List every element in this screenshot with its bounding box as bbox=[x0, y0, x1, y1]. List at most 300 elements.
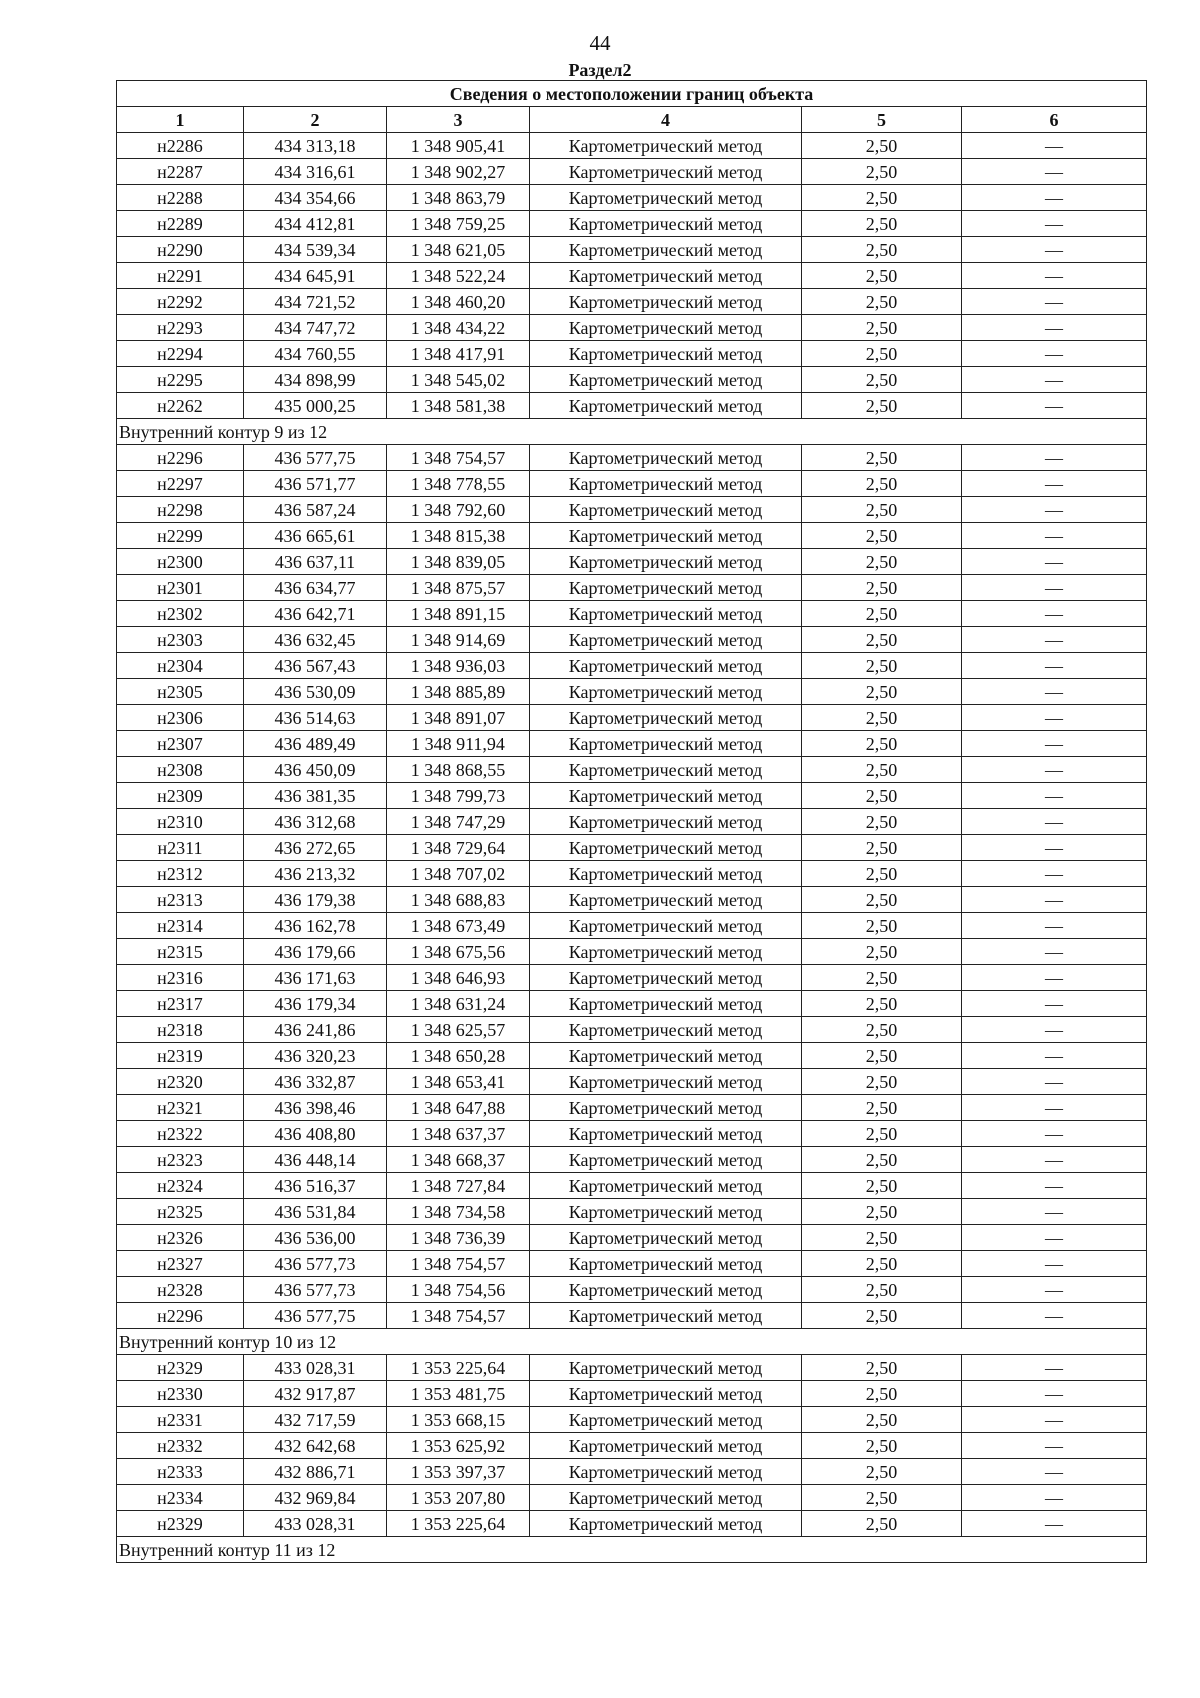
accuracy-value: 2,50 bbox=[802, 991, 962, 1017]
determination-method: Картометрический метод bbox=[530, 1459, 802, 1485]
accuracy-value: 2,50 bbox=[802, 731, 962, 757]
table-row bbox=[117, 1511, 1147, 1537]
point-number: н2308 bbox=[117, 757, 244, 783]
determination-method: Картометрический метод bbox=[530, 393, 802, 419]
note-cell: — bbox=[962, 289, 1147, 315]
table-row bbox=[117, 315, 1147, 341]
accuracy-value: 2,50 bbox=[802, 965, 962, 991]
point-number: н2314 bbox=[117, 913, 244, 939]
table-row bbox=[117, 1277, 1147, 1303]
coordinate-x: 436 272,65 bbox=[244, 835, 387, 861]
accuracy-value: 2,50 bbox=[802, 1303, 962, 1329]
accuracy-value: 2,50 bbox=[802, 1095, 962, 1121]
determination-method: Картометрический метод bbox=[530, 757, 802, 783]
table-row bbox=[117, 289, 1147, 315]
point-number: н2307 bbox=[117, 731, 244, 757]
accuracy-value: 2,50 bbox=[802, 1407, 962, 1433]
accuracy-value: 2,50 bbox=[802, 393, 962, 419]
accuracy-value: 2,50 bbox=[802, 1277, 962, 1303]
contour-heading: Внутренний контур 10 из 12 bbox=[117, 1329, 1147, 1355]
table-row bbox=[117, 185, 1147, 211]
boundary-coordinates-table bbox=[116, 80, 1147, 1563]
point-number: н2316 bbox=[117, 965, 244, 991]
determination-method: Картометрический метод bbox=[530, 939, 802, 965]
accuracy-value: 2,50 bbox=[802, 367, 962, 393]
note-cell: — bbox=[962, 133, 1147, 159]
determination-method: Картометрический метод bbox=[530, 185, 802, 211]
note-cell: — bbox=[962, 159, 1147, 185]
table-row bbox=[117, 393, 1147, 419]
accuracy-value: 2,50 bbox=[802, 757, 962, 783]
point-number: н2291 bbox=[117, 263, 244, 289]
coordinate-y: 1 348 885,89 bbox=[387, 679, 530, 705]
point-number: н2318 bbox=[117, 1017, 244, 1043]
point-number: н2317 bbox=[117, 991, 244, 1017]
table-row bbox=[117, 1355, 1147, 1381]
table-row bbox=[117, 211, 1147, 237]
table-row bbox=[117, 523, 1147, 549]
coordinate-x: 436 514,63 bbox=[244, 705, 387, 731]
contour-heading: Внутренний контур 9 из 12 bbox=[117, 419, 1147, 445]
coordinate-y: 1 348 522,24 bbox=[387, 263, 530, 289]
point-number: н2333 bbox=[117, 1459, 244, 1485]
determination-method: Картометрический метод bbox=[530, 1355, 802, 1381]
coordinate-y: 1 348 754,57 bbox=[387, 1303, 530, 1329]
coordinate-x: 436 577,73 bbox=[244, 1277, 387, 1303]
table-row bbox=[117, 1043, 1147, 1069]
coordinate-y: 1 348 581,38 bbox=[387, 393, 530, 419]
coordinate-x: 436 241,86 bbox=[244, 1017, 387, 1043]
point-number: н2300 bbox=[117, 549, 244, 575]
coordinate-x: 436 634,77 bbox=[244, 575, 387, 601]
table-row bbox=[117, 731, 1147, 757]
contour-heading: Внутренний контур 11 из 12 bbox=[117, 1537, 1147, 1563]
coordinate-x: 434 898,99 bbox=[244, 367, 387, 393]
point-number: н2313 bbox=[117, 887, 244, 913]
note-cell: — bbox=[962, 445, 1147, 471]
table-row bbox=[117, 939, 1147, 965]
column-header-6: 6 bbox=[962, 107, 1147, 133]
determination-method: Картометрический метод bbox=[530, 523, 802, 549]
table-row bbox=[117, 1173, 1147, 1199]
coordinate-y: 1 348 754,57 bbox=[387, 1251, 530, 1277]
point-number: н2309 bbox=[117, 783, 244, 809]
determination-method: Картометрический метод bbox=[530, 1303, 802, 1329]
accuracy-value: 2,50 bbox=[802, 1017, 962, 1043]
table-row bbox=[117, 133, 1147, 159]
note-cell: — bbox=[962, 705, 1147, 731]
table-row bbox=[117, 159, 1147, 185]
note-cell: — bbox=[962, 1381, 1147, 1407]
accuracy-value: 2,50 bbox=[802, 1069, 962, 1095]
note-cell: — bbox=[962, 315, 1147, 341]
accuracy-value: 2,50 bbox=[802, 497, 962, 523]
point-number: н2296 bbox=[117, 445, 244, 471]
accuracy-value: 2,50 bbox=[802, 211, 962, 237]
point-number: н2331 bbox=[117, 1407, 244, 1433]
table-row bbox=[117, 861, 1147, 887]
determination-method: Картометрический метод bbox=[530, 497, 802, 523]
determination-method: Картометрический метод bbox=[530, 601, 802, 627]
page-number: 44 bbox=[589, 31, 611, 55]
table-row bbox=[117, 237, 1147, 263]
accuracy-value: 2,50 bbox=[802, 783, 962, 809]
note-cell: — bbox=[962, 679, 1147, 705]
note-cell: — bbox=[962, 991, 1147, 1017]
determination-method: Картометрический метод bbox=[530, 731, 802, 757]
note-cell: — bbox=[962, 1485, 1147, 1511]
point-number: н2329 bbox=[117, 1511, 244, 1537]
coordinate-x: 436 665,61 bbox=[244, 523, 387, 549]
table-row bbox=[117, 263, 1147, 289]
note-cell: — bbox=[962, 1147, 1147, 1173]
coordinate-x: 436 398,46 bbox=[244, 1095, 387, 1121]
coordinate-y: 1 348 754,56 bbox=[387, 1277, 530, 1303]
coordinate-y: 1 348 727,84 bbox=[387, 1173, 530, 1199]
coordinate-y: 1 348 637,37 bbox=[387, 1121, 530, 1147]
determination-method: Картометрический метод bbox=[530, 1407, 802, 1433]
table-row bbox=[117, 835, 1147, 861]
coordinate-x: 434 354,66 bbox=[244, 185, 387, 211]
accuracy-value: 2,50 bbox=[802, 1173, 962, 1199]
accuracy-value: 2,50 bbox=[802, 1485, 962, 1511]
coordinate-x: 436 567,43 bbox=[244, 653, 387, 679]
coordinate-x: 436 571,77 bbox=[244, 471, 387, 497]
coordinate-y: 1 348 902,27 bbox=[387, 159, 530, 185]
determination-method: Картометрический метод bbox=[530, 237, 802, 263]
coordinate-y: 1 348 688,83 bbox=[387, 887, 530, 913]
coordinate-x: 436 450,09 bbox=[244, 757, 387, 783]
accuracy-value: 2,50 bbox=[802, 523, 962, 549]
point-number: н2325 bbox=[117, 1199, 244, 1225]
determination-method: Картометрический метод bbox=[530, 1017, 802, 1043]
point-number: н2311 bbox=[117, 835, 244, 861]
note-cell: — bbox=[962, 211, 1147, 237]
note-cell: — bbox=[962, 1459, 1147, 1485]
determination-method: Картометрический метод bbox=[530, 1225, 802, 1251]
coordinate-x: 436 381,35 bbox=[244, 783, 387, 809]
determination-method: Картометрический метод bbox=[530, 341, 802, 367]
note-cell: — bbox=[962, 263, 1147, 289]
note-cell: — bbox=[962, 1121, 1147, 1147]
point-number: н2296 bbox=[117, 1303, 244, 1329]
coordinate-x: 436 637,11 bbox=[244, 549, 387, 575]
determination-method: Картометрический метод bbox=[530, 809, 802, 835]
point-number: н2328 bbox=[117, 1277, 244, 1303]
coordinate-x: 436 162,78 bbox=[244, 913, 387, 939]
note-cell: — bbox=[962, 1043, 1147, 1069]
point-number: н2299 bbox=[117, 523, 244, 549]
point-number: н2306 bbox=[117, 705, 244, 731]
note-cell: — bbox=[962, 1069, 1147, 1095]
coordinate-y: 1 348 863,79 bbox=[387, 185, 530, 211]
table-row bbox=[117, 1459, 1147, 1485]
note-cell: — bbox=[962, 1277, 1147, 1303]
coordinate-y: 1 348 650,28 bbox=[387, 1043, 530, 1069]
coordinate-x: 436 577,75 bbox=[244, 1303, 387, 1329]
table-row bbox=[117, 1381, 1147, 1407]
accuracy-value: 2,50 bbox=[802, 159, 962, 185]
point-number: н2302 bbox=[117, 601, 244, 627]
note-cell: — bbox=[962, 523, 1147, 549]
point-number: н2310 bbox=[117, 809, 244, 835]
coordinate-x: 436 587,24 bbox=[244, 497, 387, 523]
coordinate-x: 436 179,66 bbox=[244, 939, 387, 965]
note-cell: — bbox=[962, 1355, 1147, 1381]
coordinate-x: 432 717,59 bbox=[244, 1407, 387, 1433]
table-row bbox=[117, 913, 1147, 939]
note-cell: — bbox=[962, 627, 1147, 653]
coordinate-x: 436 536,00 bbox=[244, 1225, 387, 1251]
coordinate-y: 1 348 707,02 bbox=[387, 861, 530, 887]
table-row bbox=[117, 887, 1147, 913]
determination-method: Картометрический метод bbox=[530, 445, 802, 471]
determination-method: Картометрический метод bbox=[530, 679, 802, 705]
accuracy-value: 2,50 bbox=[802, 653, 962, 679]
point-number: н2298 bbox=[117, 497, 244, 523]
coordinate-y: 1 348 754,57 bbox=[387, 445, 530, 471]
contour-heading-row bbox=[117, 419, 1147, 445]
note-cell: — bbox=[962, 1017, 1147, 1043]
coordinate-y: 1 348 734,58 bbox=[387, 1199, 530, 1225]
table-row bbox=[117, 1485, 1147, 1511]
coordinate-y: 1 348 747,29 bbox=[387, 809, 530, 835]
note-cell: — bbox=[962, 1303, 1147, 1329]
determination-method: Картометрический метод bbox=[530, 965, 802, 991]
point-number: н2288 bbox=[117, 185, 244, 211]
determination-method: Картометрический метод bbox=[530, 1121, 802, 1147]
point-number: н2320 bbox=[117, 1069, 244, 1095]
coordinate-x: 436 531,84 bbox=[244, 1199, 387, 1225]
determination-method: Картометрический метод bbox=[530, 1381, 802, 1407]
accuracy-value: 2,50 bbox=[802, 185, 962, 211]
table-row bbox=[117, 1433, 1147, 1459]
accuracy-value: 2,50 bbox=[802, 679, 962, 705]
table-row bbox=[117, 653, 1147, 679]
table-row bbox=[117, 367, 1147, 393]
table-row bbox=[117, 627, 1147, 653]
determination-method: Картометрический метод bbox=[530, 1147, 802, 1173]
coordinate-x: 436 448,14 bbox=[244, 1147, 387, 1173]
accuracy-value: 2,50 bbox=[802, 809, 962, 835]
accuracy-value: 2,50 bbox=[802, 1381, 962, 1407]
coordinate-y: 1 348 621,05 bbox=[387, 237, 530, 263]
coordinate-x: 436 179,34 bbox=[244, 991, 387, 1017]
note-cell: — bbox=[962, 549, 1147, 575]
note-cell: — bbox=[962, 1251, 1147, 1277]
note-cell: — bbox=[962, 757, 1147, 783]
note-cell: — bbox=[962, 835, 1147, 861]
note-cell: — bbox=[962, 1173, 1147, 1199]
coordinate-x: 436 642,71 bbox=[244, 601, 387, 627]
note-cell: — bbox=[962, 601, 1147, 627]
coordinate-x: 432 642,68 bbox=[244, 1433, 387, 1459]
note-cell: — bbox=[962, 367, 1147, 393]
accuracy-value: 2,50 bbox=[802, 263, 962, 289]
coordinate-x: 436 312,68 bbox=[244, 809, 387, 835]
table-row bbox=[117, 445, 1147, 471]
accuracy-value: 2,50 bbox=[802, 887, 962, 913]
coordinate-x: 436 489,49 bbox=[244, 731, 387, 757]
coordinate-x: 433 028,31 bbox=[244, 1355, 387, 1381]
coordinate-y: 1 348 799,73 bbox=[387, 783, 530, 809]
coordinate-y: 1 348 891,07 bbox=[387, 705, 530, 731]
determination-method: Картометрический метод bbox=[530, 1485, 802, 1511]
coordinate-x: 436 516,37 bbox=[244, 1173, 387, 1199]
table-row bbox=[117, 965, 1147, 991]
point-number: н2334 bbox=[117, 1485, 244, 1511]
point-number: н2292 bbox=[117, 289, 244, 315]
determination-method: Картометрический метод bbox=[530, 1173, 802, 1199]
section-label: Раздел2 bbox=[568, 60, 632, 80]
point-number: н2324 bbox=[117, 1173, 244, 1199]
table-row bbox=[117, 1199, 1147, 1225]
coordinate-x: 434 760,55 bbox=[244, 341, 387, 367]
contour-heading-row bbox=[117, 1537, 1147, 1563]
coordinate-y: 1 348 792,60 bbox=[387, 497, 530, 523]
coordinate-y: 1 348 631,24 bbox=[387, 991, 530, 1017]
point-number: н2293 bbox=[117, 315, 244, 341]
coordinate-x: 434 747,72 bbox=[244, 315, 387, 341]
coordinate-y: 1 348 936,03 bbox=[387, 653, 530, 679]
point-number: н2290 bbox=[117, 237, 244, 263]
coordinate-x: 436 632,45 bbox=[244, 627, 387, 653]
table-row bbox=[117, 1251, 1147, 1277]
coordinate-x: 434 721,52 bbox=[244, 289, 387, 315]
note-cell: — bbox=[962, 1095, 1147, 1121]
determination-method: Картометрический метод bbox=[530, 1095, 802, 1121]
note-cell: — bbox=[962, 965, 1147, 991]
point-number: н2326 bbox=[117, 1225, 244, 1251]
accuracy-value: 2,50 bbox=[802, 315, 962, 341]
accuracy-value: 2,50 bbox=[802, 237, 962, 263]
point-number: н2330 bbox=[117, 1381, 244, 1407]
accuracy-value: 2,50 bbox=[802, 1225, 962, 1251]
note-cell: — bbox=[962, 393, 1147, 419]
coordinate-x: 435 000,25 bbox=[244, 393, 387, 419]
table-row bbox=[117, 991, 1147, 1017]
point-number: н2301 bbox=[117, 575, 244, 601]
accuracy-value: 2,50 bbox=[802, 913, 962, 939]
coordinate-x: 434 316,61 bbox=[244, 159, 387, 185]
accuracy-value: 2,50 bbox=[802, 1459, 962, 1485]
determination-method: Картометрический метод bbox=[530, 289, 802, 315]
determination-method: Картометрический метод bbox=[530, 575, 802, 601]
coordinate-x: 436 530,09 bbox=[244, 679, 387, 705]
note-cell: — bbox=[962, 1199, 1147, 1225]
coordinate-x: 436 577,73 bbox=[244, 1251, 387, 1277]
determination-method: Картометрический метод bbox=[530, 315, 802, 341]
coordinate-x: 436 577,75 bbox=[244, 445, 387, 471]
coordinate-y: 1 348 736,39 bbox=[387, 1225, 530, 1251]
determination-method: Картометрический метод bbox=[530, 835, 802, 861]
note-cell: — bbox=[962, 575, 1147, 601]
determination-method: Картометрический метод bbox=[530, 1511, 802, 1537]
point-number: н2294 bbox=[117, 341, 244, 367]
point-number: н2287 bbox=[117, 159, 244, 185]
accuracy-value: 2,50 bbox=[802, 445, 962, 471]
table-row bbox=[117, 783, 1147, 809]
point-number: н2321 bbox=[117, 1095, 244, 1121]
accuracy-value: 2,50 bbox=[802, 939, 962, 965]
determination-method: Картометрический метод bbox=[530, 627, 802, 653]
accuracy-value: 2,50 bbox=[802, 627, 962, 653]
column-header-1: 1 bbox=[117, 107, 244, 133]
note-cell: — bbox=[962, 1407, 1147, 1433]
determination-method: Картометрический метод bbox=[530, 367, 802, 393]
determination-method: Картометрический метод bbox=[530, 991, 802, 1017]
point-number: н2327 bbox=[117, 1251, 244, 1277]
table-row bbox=[117, 679, 1147, 705]
table-row bbox=[117, 549, 1147, 575]
accuracy-value: 2,50 bbox=[802, 1251, 962, 1277]
note-cell: — bbox=[962, 939, 1147, 965]
coordinate-y: 1 348 625,57 bbox=[387, 1017, 530, 1043]
note-cell: — bbox=[962, 783, 1147, 809]
accuracy-value: 2,50 bbox=[802, 1355, 962, 1381]
determination-method: Картометрический метод bbox=[530, 783, 802, 809]
determination-method: Картометрический метод bbox=[530, 1277, 802, 1303]
accuracy-value: 2,50 bbox=[802, 341, 962, 367]
coordinate-y: 1 348 673,49 bbox=[387, 913, 530, 939]
coordinate-y: 1 348 668,37 bbox=[387, 1147, 530, 1173]
determination-method: Картометрический метод bbox=[530, 549, 802, 575]
column-header-row bbox=[117, 107, 1147, 133]
note-cell: — bbox=[962, 341, 1147, 367]
determination-method: Картометрический метод bbox=[530, 133, 802, 159]
table-row bbox=[117, 1017, 1147, 1043]
coordinate-y: 1 348 905,41 bbox=[387, 133, 530, 159]
table-row bbox=[117, 1147, 1147, 1173]
coordinate-y: 1 348 653,41 bbox=[387, 1069, 530, 1095]
table-row bbox=[117, 341, 1147, 367]
coordinate-x: 436 408,80 bbox=[244, 1121, 387, 1147]
determination-method: Картометрический метод bbox=[530, 653, 802, 679]
coordinate-y: 1 348 759,25 bbox=[387, 211, 530, 237]
note-cell: — bbox=[962, 887, 1147, 913]
note-cell: — bbox=[962, 497, 1147, 523]
coordinate-x: 434 313,18 bbox=[244, 133, 387, 159]
point-number: н2315 bbox=[117, 939, 244, 965]
note-cell: — bbox=[962, 913, 1147, 939]
accuracy-value: 2,50 bbox=[802, 601, 962, 627]
table-title: Сведения о местоположении границ объекта bbox=[117, 81, 1147, 107]
coordinate-x: 432 969,84 bbox=[244, 1485, 387, 1511]
determination-method: Картометрический метод bbox=[530, 1069, 802, 1095]
point-number: н2289 bbox=[117, 211, 244, 237]
coordinate-y: 1 353 668,15 bbox=[387, 1407, 530, 1433]
coordinate-y: 1 348 839,05 bbox=[387, 549, 530, 575]
accuracy-value: 2,50 bbox=[802, 471, 962, 497]
note-cell: — bbox=[962, 1225, 1147, 1251]
table-row bbox=[117, 1303, 1147, 1329]
coordinate-y: 1 348 434,22 bbox=[387, 315, 530, 341]
coordinate-y: 1 348 545,02 bbox=[387, 367, 530, 393]
note-cell: — bbox=[962, 185, 1147, 211]
table-row bbox=[117, 1225, 1147, 1251]
point-number: н2332 bbox=[117, 1433, 244, 1459]
coordinate-y: 1 353 225,64 bbox=[387, 1511, 530, 1537]
point-number: н2312 bbox=[117, 861, 244, 887]
column-header-3: 3 bbox=[387, 107, 530, 133]
coordinate-y: 1 348 875,57 bbox=[387, 575, 530, 601]
determination-method: Картометрический метод bbox=[530, 1251, 802, 1277]
coordinate-x: 434 539,34 bbox=[244, 237, 387, 263]
table-title-row bbox=[117, 81, 1147, 107]
coordinate-y: 1 348 417,91 bbox=[387, 341, 530, 367]
coordinate-y: 1 353 207,80 bbox=[387, 1485, 530, 1511]
note-cell: — bbox=[962, 1511, 1147, 1537]
